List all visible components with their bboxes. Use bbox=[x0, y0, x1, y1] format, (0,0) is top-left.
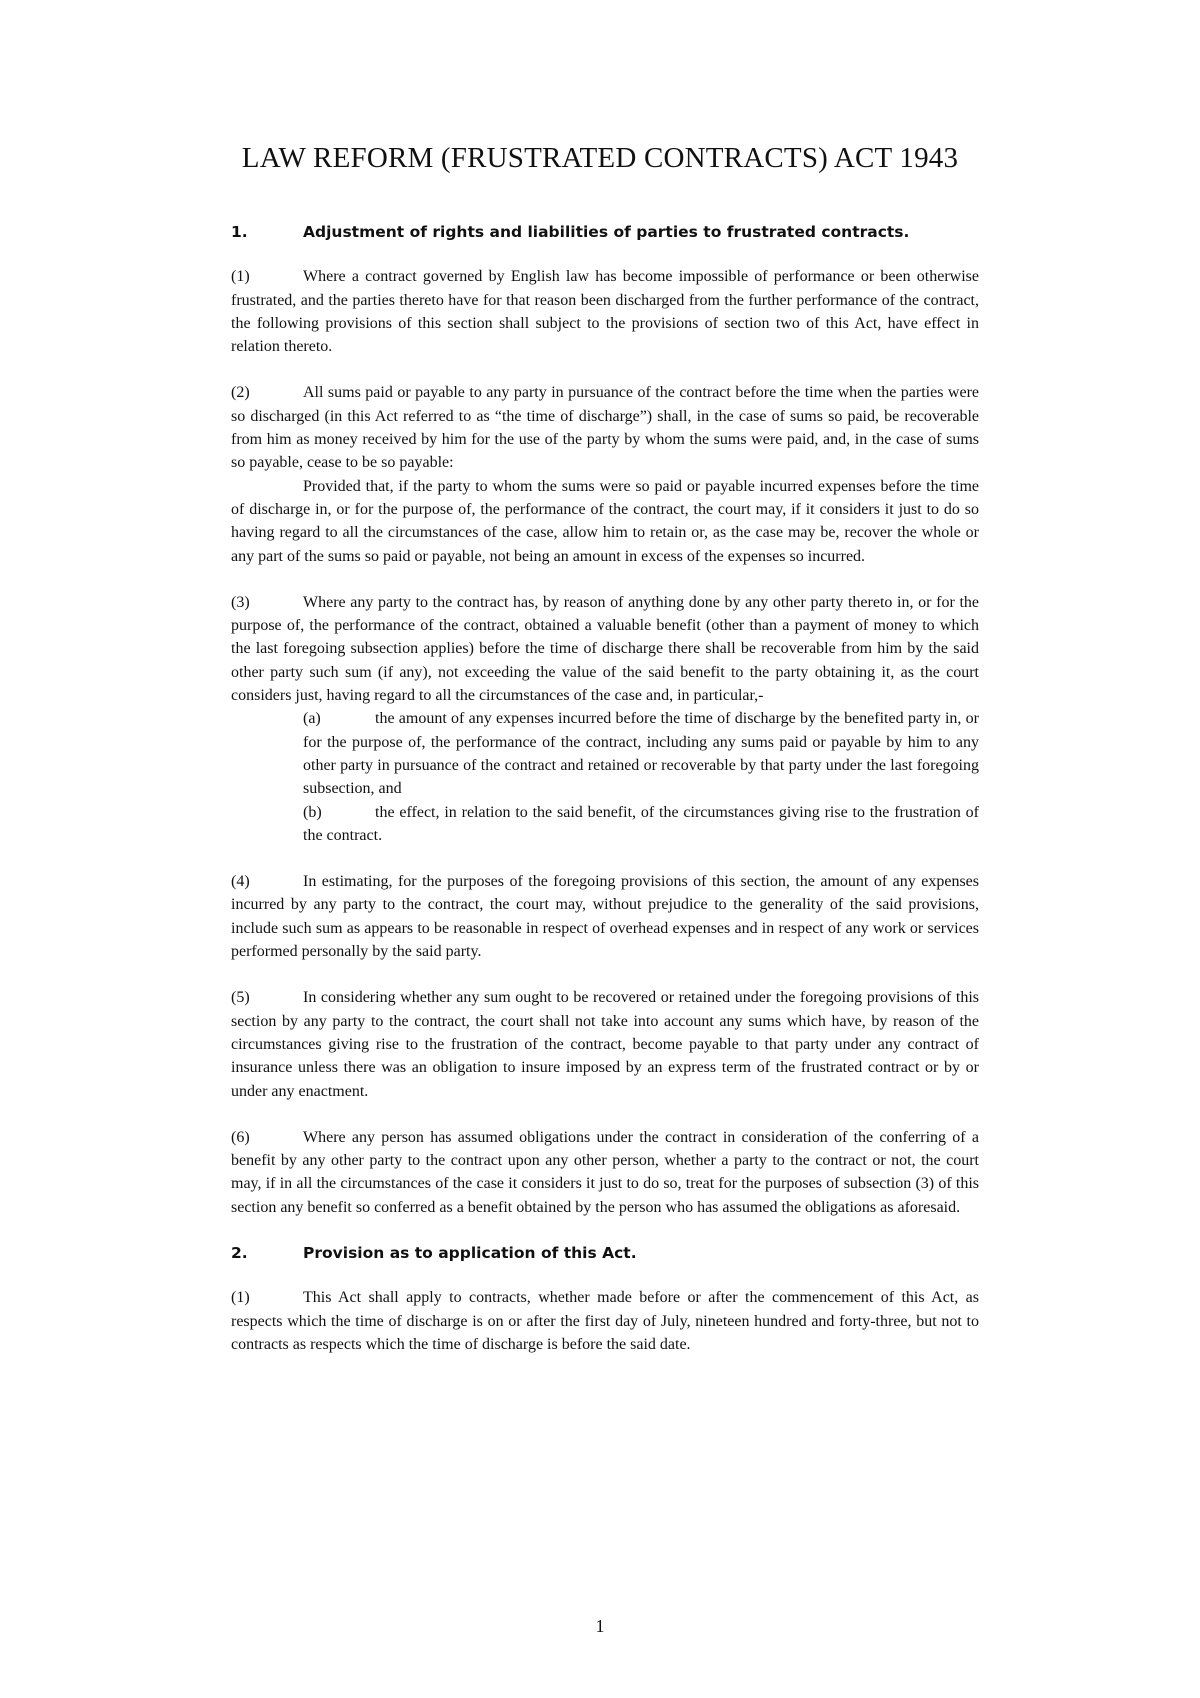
subsection-number: (4) bbox=[231, 873, 250, 891]
subsection-number: (5) bbox=[231, 989, 250, 1007]
list-item-b bbox=[303, 801, 979, 848]
document-title: LAW REFORM (FRUSTRATED CONTRACTS) ACT 1943 bbox=[241, 142, 959, 174]
subsection-2-1 bbox=[231, 1286, 979, 1356]
section-2-heading bbox=[231, 1242, 979, 1265]
subsection-text: Where a contract governed by English law has become impossible of performance or been otherwise frustrated, and the parties thereto have for that reason been discharged from the further performance of the contract, the following provisions of this section shall subject to the provisions of section two of this Act, have effect in relation thereto. bbox=[231, 268, 979, 356]
subsection-text: In estimating, for the purposes of the foregoing provisions of this section, the amount of any expenses incurred by any party to the contract, the court may, without prejudice to the generality of the said provisions, include such sum as appears to be reasonable in respect of overhead expenses and in respect of any work or services performed personally by the said party. bbox=[231, 873, 979, 961]
item-text: the effect, in relation to the said benefit, of the circumstances giving rise to the frustration of the contract. bbox=[303, 803, 979, 844]
subsection-1-4 bbox=[231, 870, 979, 963]
subsection-1-2 bbox=[231, 381, 979, 567]
document-body bbox=[231, 221, 979, 1379]
subsection-number: (3) bbox=[231, 593, 250, 611]
subsection-number: (1) bbox=[231, 268, 250, 286]
subsection-number: (6) bbox=[231, 1128, 250, 1146]
subsection-number: (2) bbox=[231, 384, 250, 402]
item-number: (b) bbox=[303, 803, 322, 821]
subsection-text: Where any person has assumed obligations under the contract in consideration of the conferring of a benefit by any other party to the contract upon any other person, whether a party to the contract or not, the court may, if in all the circumstances of the case it considers it just to do so, treat for the purposes of subsection (3) of this section any benefit so conferred as a benefit obtained by the person who has assumed the obligations as aforesaid. bbox=[231, 1128, 979, 1216]
section-2-number: 2. bbox=[231, 1243, 248, 1262]
subsection-items bbox=[303, 707, 979, 847]
subsection-1-3 bbox=[231, 591, 979, 847]
section-1-title: Adjustment of rights and liabilities of parties to frustrated contracts. bbox=[303, 223, 910, 241]
section-1-heading bbox=[231, 221, 979, 244]
subsection-1-1 bbox=[231, 265, 979, 358]
subsection-number: (1) bbox=[231, 1289, 250, 1307]
item-text: the amount of any expenses incurred before the time of discharge by the benefited party in, or for the purpose of, the performance of the contract, including any sums paid or payable by him to any other party in pursuance of the contract and retained or recoverable by that party under the last foregoing subsection, and bbox=[303, 710, 979, 798]
item-number: (a) bbox=[303, 710, 321, 728]
section-2-title: Provision as to application of this Act. bbox=[303, 1243, 637, 1262]
list-item-a bbox=[303, 707, 979, 800]
section-1-number: 1. bbox=[231, 223, 248, 241]
subsection-1-5 bbox=[231, 986, 979, 1102]
subsection-text: All sums paid or payable to any party in pursuance of the contract before the time when the parties were so discharged (in this Act referred to as “the time of discharge”) shall, in the case of sums so paid, be recoverable from him as money received by him for the use of the party by whom the sums were paid, and, in the case of sums so payable, cease to be so payable: bbox=[231, 384, 979, 472]
subsection-text: This Act shall apply to contracts, whether made before or after the commencement of this Act, as respects which the time of discharge is on or after the first day of July, nineteen hundred and forty-three, but not to contracts as respects which the time of discharge is before the said date. bbox=[231, 1289, 979, 1353]
subsection-proviso: Provided that, if the party to whom the sums were so paid or payable incurred expenses before the time of discharge in, or for the purpose of, the performance of the contract, the court may, if it considers it just to do so having regard to all the circumstances of the case, allow him to retain or, as the case may be, recover the whole or any part of the sums so paid or payable, not being an amount in excess of the expenses so incurred. bbox=[231, 477, 979, 565]
subsection-text: Where any party to the contract has, by reason of anything done by any other party thereto in, or for the purpose of, the performance of the contract, obtained a valuable benefit (other than a payment of money to which the last foregoing subsection applies) before the time of discharge there shall be recoverable from him by the said other party such sum (if any), not exceeding the value of the said benefit to the party obtaining it, as the court considers just, having regard to all the circumstances of the case and, in particular,- bbox=[231, 593, 979, 705]
subsection-1-6 bbox=[231, 1126, 979, 1219]
page-number: 1 bbox=[595, 1616, 605, 1636]
subsection-text: In considering whether any sum ought to be recovered or retained under the foregoing provisions of this section by any party to the contract, the court shall not take into account any sums which have, by reason of the circumstances giving rise to the frustration of the contract, become payable to that party under any contract of insurance unless there was an obligation to insure imposed by an express term of the frustrated contract or by or under any enactment. bbox=[231, 989, 979, 1100]
